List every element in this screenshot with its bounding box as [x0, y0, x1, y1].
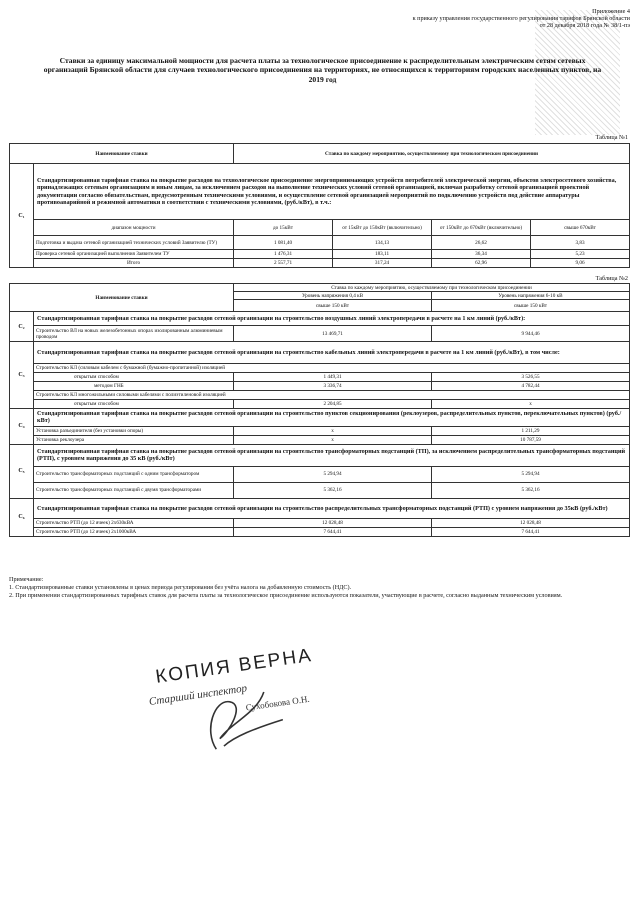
t2-col-rate: Ставка по каждому мероприятию, осуществляемому при технологическом присоединении [234, 284, 630, 292]
note-1: 1. Стандартизированные ставки установлены в ценах периода регулирования без учёта налога на добавленную стоимость (НДС). [9, 584, 352, 592]
t2-cell: 7 644,41 [432, 527, 630, 536]
t1-cell: 5,23 [531, 250, 630, 259]
t1-row-code: C₁ [10, 164, 34, 268]
c2-desc: Стандартизированная тарифная ставка на покрытие расходов сетевой организации на строительство воздушных линий электропередачи в расчете на 1 км линий (руб./кВт): [34, 312, 630, 326]
c3-sub2: Строительство КЛ многожильными силовыми кабелями с полиэтиленовой изоляцией [34, 391, 630, 400]
t2-level-610: Уровень напряжения 6-10 кВ [432, 292, 630, 300]
order-line-1: к приказу управления государственного регулирования тарифов Брянской области [412, 15, 630, 23]
t2-cell: 13 469,71 [234, 326, 432, 342]
c6-desc: Стандартизированная тарифная ставка на покрытие расходов сетевой организации на строительство распределительных трансформаторных подстанций (РТП) с уровнем напряжения до 35кВ (руб./кВт) [34, 498, 630, 518]
t2-cell: х [234, 435, 432, 444]
t2-cell: 4 782,44 [432, 382, 630, 391]
t2-cell: 5 294,94 [432, 466, 630, 482]
t1-cell: 2 557,71 [234, 259, 333, 268]
order-line-2: от 28 декабря 2018 года № 38/1-пэ [539, 22, 630, 30]
t1-row-desc: Стандартизированная тарифная ставка на покрытие расходов на технологическое присоединение энергопринимающих устройств потребителей электрической энергии, объектов электросетевого хозяйства, принадлежащих сетевым организациям и иным лицам, за исключением расходов на выполнение технических условий сетевой организацией, включая разработку сетевой организацией проектной документации согласно обязательствам, предусмотренным техническими условиями, и осуществление сетевой организацией мероприятий по подключению устройств под действие аппаратуры противоаварийной и режимной автоматики в соответствии с техническими условиями, (руб./кВт), в т.ч.: [34, 164, 630, 220]
t1-range-label: диапазон мощности [34, 220, 234, 236]
appendix-header [413, 8, 630, 30]
signature-icon [167, 669, 297, 765]
t2-row-name: Строительство ВЛ на новых железобетонных опорах изолированным алюминиевым проводом [34, 326, 234, 342]
t2-cell: 3 336,74 [234, 382, 432, 391]
t2-cell: 9 944,46 [432, 326, 630, 342]
t2-row-name: Строительство РТП (до 12 ячеек) 2х630кВА [34, 518, 234, 527]
t2-cell: х [234, 426, 432, 435]
stamp-name: Сухобокова О.Н. [245, 693, 311, 713]
t2-cell: 12 028,48 [234, 518, 432, 527]
t2-cell: 1 211,29 [432, 426, 630, 435]
table1 [9, 143, 630, 268]
t2-cell: 7 644,41 [234, 527, 432, 536]
t1-cell: 36,34 [432, 250, 531, 259]
appendix-number: Приложение 4 [592, 8, 630, 15]
t1-cell: 26,62 [432, 236, 531, 250]
t1-range-1: до 15кВт [234, 220, 333, 236]
t1-cell: 183,11 [333, 250, 432, 259]
t2-level-04: Уровень напряжения 0,4 кВ [234, 292, 432, 300]
t1-col-name: Наименование ставки [10, 144, 234, 164]
t1-total-label: Итого [34, 259, 234, 268]
c5-desc: Стандартизированная тарифная ставка на покрытие расходов сетевой организации на строительство трансформаторных подстанций (ТП), за исключением распределительных трансформаторных подстанций (РТП), с уровнем напряжения до 35 кВ (руб./кВт) [34, 444, 630, 466]
t2-row-name: открытым способом [34, 400, 234, 409]
t2-row-name: Установка реклоузера [34, 435, 234, 444]
c4-code: C₄ [10, 409, 34, 445]
t1-cell: 62,96 [432, 259, 531, 268]
t2-row-name: открытым способом [34, 373, 234, 382]
t2-sub-2: свыше 150 кВт [432, 300, 630, 312]
c6-code: C₆ [10, 498, 34, 536]
t1-row-name: Подготовка и выдача сетевой организацией технических условий Заявителю (ТУ) [34, 236, 234, 250]
t1-range-4: свыше 670кВт [531, 220, 630, 236]
c3-code: C₃ [10, 342, 34, 409]
t2-cell: 12 028,48 [432, 518, 630, 527]
c3-desc: Стандартизированная тарифная ставка на покрытие расходов сетевой организации на строительство кабельных линий электропередачи в расчете на 1 км линий (руб./кВт), в том числе: [34, 342, 630, 364]
t1-cell: 3,83 [531, 236, 630, 250]
t2-cell: 2 204,85 [234, 400, 432, 409]
t2-cell: 5 294,94 [234, 466, 432, 482]
t2-cell: 1 449,31 [234, 373, 432, 382]
t1-range-2: от 15кВт до 150кВт (включительно) [333, 220, 432, 236]
t2-row-name: Установка разъединителя (без установки опоры) [34, 426, 234, 435]
certification-stamp [144, 641, 355, 763]
table2-label: Таблица №2 [595, 275, 628, 282]
t2-row-name: Строительство трансформаторных подстанций с одним трансформатором [34, 466, 234, 482]
table2 [9, 283, 630, 537]
t1-row-name: Проверка сетевой организацией выполнения Заявителем ТУ [34, 250, 234, 259]
t2-col-name: Наименование ставки [10, 284, 234, 312]
t1-cell: 1 081,40 [234, 236, 333, 250]
t1-range-3: от 150кВт до 670кВт (включительно) [432, 220, 531, 236]
stamp-position: Старший инспектор [148, 682, 248, 708]
c4-desc: Стандартизированная тарифная ставка на покрытие расходов сетевой организации на строительство пунктов секционирования (реклоузеров, распределительных пунктов, переключательных пунктов) (руб./кВт) [34, 409, 630, 427]
t1-cell: 134,13 [333, 236, 432, 250]
t1-cell: 9,06 [531, 259, 630, 268]
table1-label: Таблица №1 [595, 134, 628, 141]
document-title: Ставки за единицу максимальной мощности для расчета платы за технологическое присоединение к распределительным электрическим сетям сетевых организаций Брянской области для случаев технологического присоединения на территориях, не относящихся к территориям городских населенных пунктов, на 2019 год [43, 56, 602, 84]
t2-cell: 3 526,55 [432, 373, 630, 382]
t2-row-name: методом ГНБ [34, 382, 234, 391]
t1-cell: 317,24 [333, 259, 432, 268]
t1-cell: 1 476,31 [234, 250, 333, 259]
c5-code: C₅ [10, 444, 34, 498]
t2-cell: 10 787,59 [432, 435, 630, 444]
t2-row-name: Строительство РТП (до 12 ячеек) 2х1000кВА [34, 527, 234, 536]
c2-code: C₂ [10, 312, 34, 342]
t2-cell: х [432, 400, 630, 409]
t2-cell: 5 362,16 [432, 482, 630, 498]
notes-heading: Примечание: [9, 576, 44, 583]
t2-sub-1: свыше 150 кВт [234, 300, 432, 312]
note-2: 2. При применении стандартизированных тарифных ставок для расчета платы за технологическое присоединение используются показатели, участвующие в расчете, согласно выданным техническим условиям. [9, 592, 563, 600]
t2-cell: 5 362,16 [234, 482, 432, 498]
c3-sub1: Строительство КЛ (силовым кабелем с бумажной (бумажно-пропитанной) изоляцией [34, 364, 630, 373]
t2-row-name: Строительство трансформаторных подстанций с двумя трансформаторами [34, 482, 234, 498]
t1-col-rate: Ставка по каждому мероприятию, осуществляемому при технологическом присоединении [234, 144, 630, 164]
stamp-title: КОПИЯ ВЕРНА [154, 644, 315, 688]
notes [9, 576, 629, 601]
